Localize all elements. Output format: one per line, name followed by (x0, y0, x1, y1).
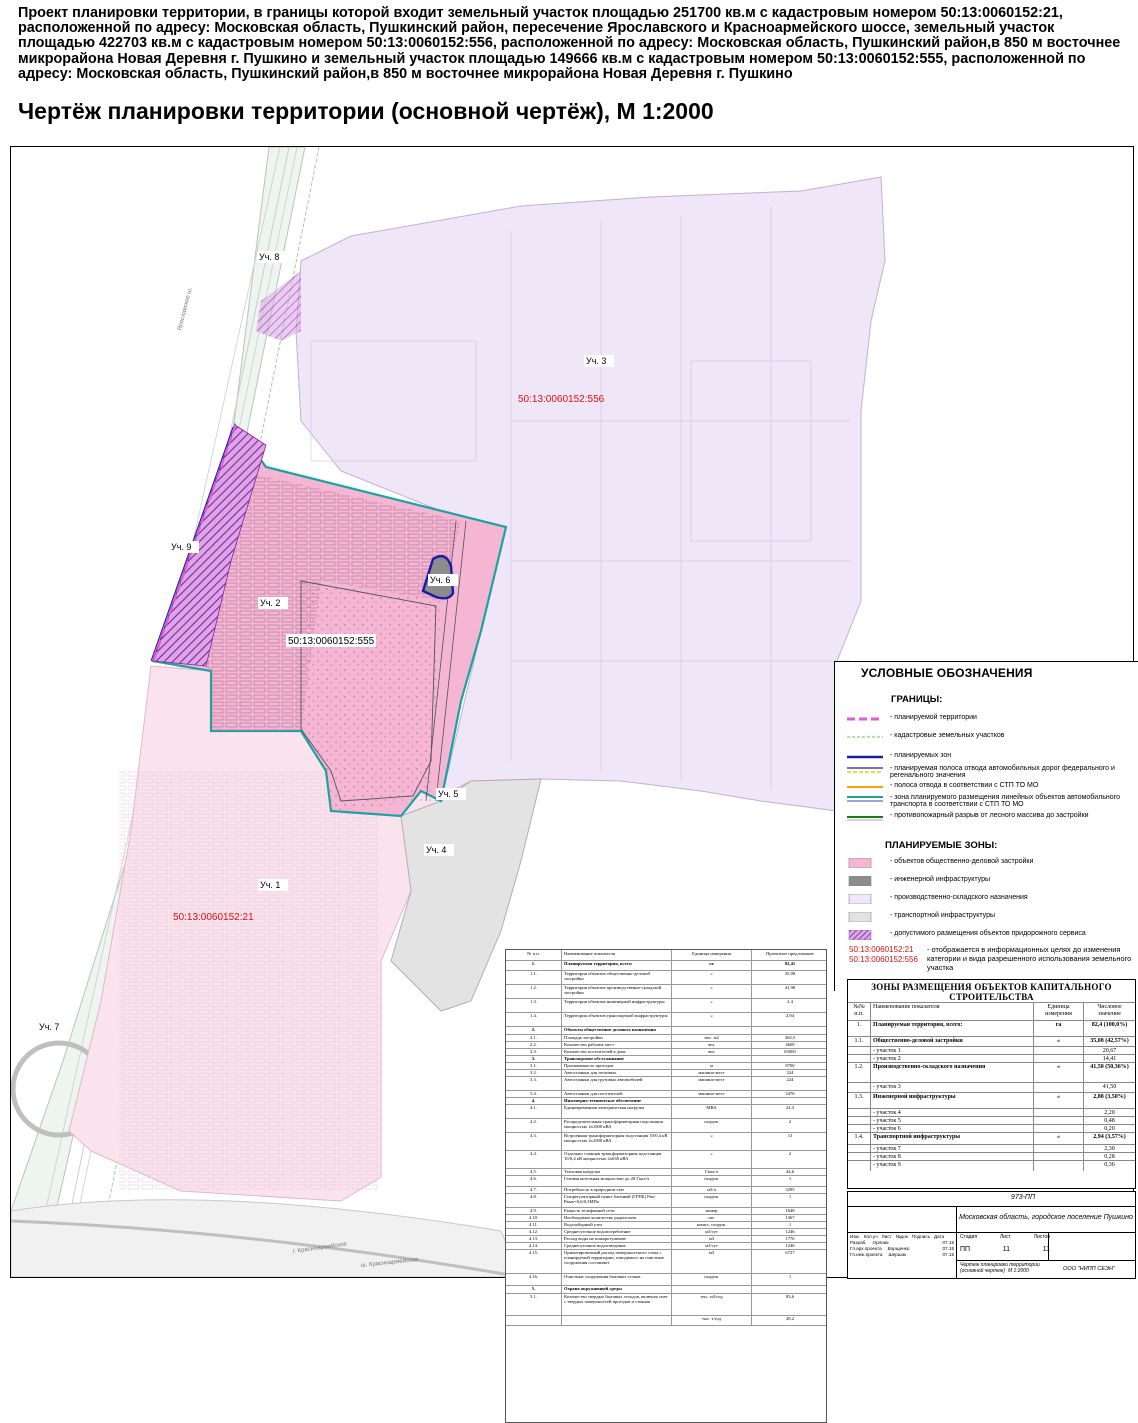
road-label: Ярославское ш. (177, 286, 194, 332)
indicators-cell: Количество рабочих мест (561, 1041, 671, 1048)
stamp-person-role: Гл.инж.проекта (850, 1252, 883, 1257)
indicators-cell: 5.1. (530, 1294, 537, 1299)
indicators-cell: « (671, 984, 751, 998)
legend-swatch (845, 930, 885, 940)
zones-row (848, 1020, 1135, 1037)
stamp-code: 973-ПП (1010, 1194, 1036, 1201)
plot-label: Уч. 1 (260, 880, 281, 890)
indicators-cell: Количество твердых бытовых отходов, включая смет с твердых поверхностей проездов и стоянок (561, 1293, 671, 1315)
indicators-cell: Газовая котельная мощностью до 28 Гкал/ч (561, 1175, 671, 1186)
legend-line-symbol (845, 782, 885, 792)
indicators-cell: Отдельно стоящая трансформаторная подстанция 10/0,4 кВ мощностью 2х630 кВА (561, 1150, 671, 1168)
indicators-row (506, 1104, 826, 1119)
indicators-cell: 5476 (751, 1090, 828, 1097)
legend-boundary-label: - планируемая полоса отвода автомобильных дорог федерального и регенального значения (890, 765, 1115, 780)
indicators-row (506, 970, 826, 985)
stamp-person-row (850, 1246, 954, 1251)
indicators-cell: Ориентировочный расход поверхностного стока с планируемой территории, отводимого на очистные сооружения составляет (561, 1249, 671, 1273)
indicators-cell: номер (671, 1207, 751, 1214)
zones-cell: - участок 5 (870, 1117, 1033, 1125)
zones-cell: Числовое значение (1083, 1003, 1135, 1021)
zones-cell: - участок 8 (870, 1153, 1033, 1161)
indicators-cell: 4. (531, 1098, 536, 1103)
indicators-cell: 4.1. (530, 1105, 537, 1110)
zones-cell: 2,20 (1083, 1109, 1135, 1117)
indicators-cell (671, 1097, 751, 1104)
stamp-person-name: Шершак (888, 1252, 907, 1257)
zones-cell: 35,08 (42,57%) (1083, 1037, 1135, 1047)
indicators-row (506, 1012, 826, 1027)
stamp-col-value: 11 (1042, 1246, 1050, 1253)
indicators-cell: 4.12. (528, 1229, 539, 1234)
zones-cell: 1. (856, 1022, 862, 1028)
legend-zone-label: - инженерной инфраструктуры (890, 876, 991, 883)
zones-cell: 1.4. (854, 1134, 864, 1140)
zones-row (848, 1062, 1135, 1083)
zones-cell: №№ п.п. (853, 1004, 865, 1017)
road-label: ш. Красноармейское (360, 1256, 419, 1269)
indicators-cell: 2. (531, 1027, 536, 1032)
indicators-cell (751, 1026, 828, 1034)
legend-boundary-label: - кадастровые земельных участков (890, 732, 1005, 739)
indicators-cell: 13 (751, 1132, 828, 1150)
zones-cell: Единица измерения (1033, 1003, 1083, 1021)
indicators-cell: Автостоянки для посетителей (561, 1090, 671, 1097)
indicators-cell: м3 (671, 1235, 751, 1242)
indicators-cell: 1 (751, 1175, 828, 1186)
legend-boundary-label: - зона планируемого размещения линейных объектов автомобильного транспорта в соответствии с СТП ТО МО (890, 794, 1120, 809)
zones-cell: 0,20 (1083, 1125, 1135, 1133)
indicators-cell: Наименование показателя (561, 950, 671, 960)
legend-swatch (845, 858, 885, 868)
stamp-scale: М 1:2000 (1008, 1268, 1029, 1274)
indicators-cell: 4.6. (530, 1176, 537, 1181)
indicators-cell: 3. (531, 1056, 536, 1061)
indicators-cell: га (671, 960, 751, 970)
zones-cell: Планируемая территория, всего: (870, 1021, 1033, 1037)
indicators-cell: 3.1. (530, 1063, 537, 1068)
indicators-cell: 2,4 (751, 998, 828, 1012)
legend-swatch (845, 912, 885, 922)
indicators-cell: Территория объектов общественно-деловой застройки (561, 970, 671, 984)
legend-zone-label: - объектов общественно-деловой застройки (890, 858, 1034, 865)
indicators-cell: 4.11. (528, 1222, 539, 1227)
indicators-cell (671, 1055, 751, 1062)
indicators-cell (751, 1055, 828, 1062)
indicators-cell: 4.16. (528, 1274, 539, 1279)
indicators-cell: « (671, 1012, 751, 1026)
indicators-row (506, 984, 826, 999)
stamp-role: Лист (881, 1234, 892, 1239)
indicators-cell: 1 (751, 1273, 828, 1285)
indicators-cell: м3/ч (671, 1186, 751, 1193)
indicators-cell: 4.13. (528, 1236, 539, 1241)
indicators-row (506, 1193, 826, 1208)
zones-cell: 1.2. (854, 1064, 864, 1070)
indicators-cell: Объекты общественно-делового назначения (561, 1026, 671, 1034)
zones-cell: - участок 6 (870, 1125, 1033, 1133)
indicators-cell: м3/сут (671, 1242, 751, 1249)
indicators-cell: Расход воды на пожаротушение (561, 1235, 671, 1242)
indicators-cell: Необходимое количество радиоточек (561, 1214, 671, 1221)
zones-cell: Транспортной инфраструктуры (870, 1133, 1033, 1145)
stamp-roles-row (850, 1234, 954, 1239)
plot-label: Уч. 2 (260, 598, 281, 608)
indicators-cell: 4.9. (530, 1208, 537, 1213)
indicators-cell: м3/сут (671, 1228, 751, 1235)
plot-label: Уч. 9 (171, 542, 192, 552)
indicators-cell: 83,6 (751, 1293, 828, 1315)
zones-cell: 2,88 (3,50%) (1083, 1093, 1135, 1109)
indicators-cell: Планируемая территория, всего: (561, 960, 671, 970)
indicators-cell: тыс. м3/год (671, 1293, 751, 1315)
legend-zone-label: - транспортной инфраструктуры (890, 912, 995, 919)
indicators-cell: м (671, 1062, 751, 1069)
indicators-cell: 1648 (751, 1207, 828, 1214)
indicators-row (506, 1249, 826, 1274)
indicators-row (506, 1293, 826, 1316)
legend-swatch (845, 876, 885, 886)
legend-zones-title: ПЛАНИРУЕМЫЕ ЗОНЫ: (885, 840, 998, 851)
indicators-cell (561, 1315, 671, 1325)
indicators-cell: 1776 (751, 1235, 828, 1242)
indicators-cell: 4.3. (530, 1133, 537, 1138)
indicators-cell: 1. (531, 961, 536, 966)
stamp-col-header: Лист (999, 1234, 1011, 1240)
plot-label: Уч. 5 (438, 789, 459, 799)
zones-cell: 20,67 (1083, 1047, 1135, 1055)
zones-cell: « (1033, 1063, 1083, 1083)
indicators-cell: Инженерно-техническое обеспечение (561, 1097, 671, 1104)
indicators-cell: 2.3. (530, 1049, 537, 1054)
zones-cell (1033, 1161, 1083, 1171)
zones-row (848, 1160, 1135, 1171)
legend-zone-label: - производственно-складского назначения (890, 894, 1028, 901)
indicators-cell: 304,5 (751, 1034, 828, 1041)
legend-boundaries-title: ГРАНИЦЫ: (891, 694, 943, 705)
indicators-cell: 65000 (751, 1048, 828, 1055)
cadastral-number-label: 50:13:0060152:555 (288, 636, 375, 647)
indicators-cell: 5. (531, 1286, 536, 1291)
zones-cell: - участок 7 (870, 1145, 1033, 1153)
indicators-cell: 4600 (751, 1041, 828, 1048)
stamp-role: Кол.уч (863, 1234, 878, 1239)
indicators-cell: Гкал/ч (671, 1168, 751, 1175)
map-frame (10, 146, 1134, 1321)
legend-boundary-label: - планируемой территории (890, 714, 977, 721)
stamp-person-name: Борщенко (887, 1246, 910, 1251)
zones-cell: 14,41 (1083, 1055, 1135, 1063)
legend-line-symbol (845, 794, 885, 804)
indicators-cell: Потребность в природном газе (561, 1186, 671, 1193)
legend-zone-label: - допустимого размещения объектов придорожного сервиса (890, 930, 1086, 937)
legend-panel (834, 661, 1138, 991)
indicators-cell: « (671, 970, 751, 984)
zones-cell: - участок 1 (870, 1047, 1033, 1055)
title-block (847, 1191, 1136, 1279)
indicators-cell: м3 (671, 1249, 751, 1273)
zones-cell: Наименование показателя (870, 1003, 1033, 1021)
zones-cell: - участок 9 (870, 1161, 1033, 1171)
zones-header-row (848, 1002, 1135, 1021)
indicators-row (506, 1132, 826, 1151)
stamp-person-row (850, 1240, 954, 1245)
zones-cell: 2,94 (3,57%) (1083, 1133, 1135, 1145)
indicators-cell: 24,3 (751, 1104, 828, 1118)
road-label: г. Красноармейское (292, 1241, 348, 1255)
stamp-date: 07.15 (942, 1252, 954, 1257)
indicators-cell (751, 1285, 828, 1293)
stamp-col-header: Листов (1033, 1234, 1050, 1240)
indicators-cell: 6727 (751, 1249, 828, 1273)
indicators-row (506, 1076, 826, 1091)
indicators-cell: Тепловая нагрузка (561, 1168, 671, 1175)
indicators-cell: 1.4. (530, 1013, 537, 1018)
indicators-cell: Водозаборный узел (561, 1221, 671, 1228)
indicators-cell (671, 1026, 751, 1034)
indicators-cell: 4.7. (530, 1187, 537, 1192)
indicators-cell: 1367 (751, 1214, 828, 1221)
indicators-cell: Емкость телефонной сети (561, 1207, 671, 1214)
indicators-cell: Автостоянки для легковых (561, 1069, 671, 1076)
indicators-cell: 2.2. (530, 1042, 537, 1047)
indicators-cell: 3.4. (530, 1091, 537, 1096)
legend-line-symbol (845, 765, 885, 775)
indicators-cell: « (671, 998, 751, 1012)
project-description: Проект планировки территории, в границы которой входит земельный участок площадью 251700 кв.м с кадастровым номером 50:13:0060152:21, расположенной по адресу: Московская область, Пушкинский район, пересечение Ярославского и Красноармейского шоссе, земельный участок площадью 422703 кв.м с кадастровым номером 50:13:0060152:556, расположенной по адресу: Московская область, Пушкинский район,в 850 м восточнее микрорайона Новая Деревня г. Пушкино и земельный участок площадью 149666 кв.м с кадастровым номером 50:13:0060152:555, расположенной по адресу: Московская область, Пушкинский район,в 850 м восточнее микрорайона Новая Деревня г. Пушкино (18, 5, 1121, 82)
indicators-cell: 28,2 (751, 1315, 828, 1325)
zones-cell (848, 1161, 870, 1171)
stamp-role: Изм. (850, 1234, 860, 1239)
indicators-cell: чел. (671, 1041, 751, 1048)
indicators-cell (506, 1315, 561, 1325)
zones-cell: 41,50 (1083, 1083, 1135, 1093)
indicators-cell: 4.2. (530, 1119, 537, 1124)
legend-cad-example-2: 50:13:0060152:556 (849, 955, 918, 964)
stamp-col-value: ПП (960, 1246, 971, 1253)
zones-cell: 0,28 (1083, 1153, 1135, 1161)
indicators-cell: компл. сооруж. (671, 1221, 751, 1228)
indicators-cell: 4.4. (530, 1151, 537, 1156)
stamp-col-value: 11 (1002, 1246, 1011, 1253)
legend-boundary-label: - планируемых зон (890, 752, 952, 759)
stamp-sheet-name: Чертеж планировки территории (основной чертеж) (960, 1262, 1040, 1274)
indicators-cell: Территория объектов производственно-складской застройки (561, 984, 671, 998)
stamp-org: ООО "НИПП СЕЭН" (1063, 1266, 1115, 1272)
indicators-cell: 1.3. (530, 999, 537, 1004)
indicators-cell: Единовременная электрическая нагрузка (561, 1104, 671, 1118)
indicators-cell: 3.2. (530, 1070, 537, 1075)
indicators-cell: 41,98 (751, 984, 828, 998)
indicators-cell: 4.8. (530, 1194, 537, 1199)
indicators-cell: Встроенная трансформаторная подстанция 10/0,4 кВ мощностью 2х1000 кВА (561, 1132, 671, 1150)
cadastral-number-label: 50:13:0060152:556 (518, 394, 605, 405)
indicators-cell: № п.п. (527, 951, 540, 956)
indicators-cell: Охрана окружающей среды (561, 1285, 671, 1293)
drawing-title: Чертёж планировки территории (основной чертёж), М 1:2000 (18, 98, 714, 124)
legend-title: УСЛОВНЫЕ ОБОЗНАЧЕНИЯ (861, 666, 1033, 680)
indicators-cell: Транспортное обслуживание (561, 1055, 671, 1062)
cadastral-number-label: 50:13:0060152:21 (173, 912, 254, 923)
stamp-person-role: Разраб. (850, 1240, 867, 1245)
indicators-cell: машино-мест (671, 1076, 751, 1090)
plot-label: Уч. 8 (259, 252, 280, 262)
indicators-cell: сооруж. (671, 1175, 751, 1186)
stamp-col-values (960, 1246, 1050, 1253)
indicators-cell: Площадь застройки (561, 1034, 671, 1041)
legend-line-symbol (845, 714, 885, 724)
zones-cell: 0,48 (1083, 1117, 1135, 1125)
zones-cell: га (1033, 1021, 1083, 1037)
indicators-cell: 324 (751, 1069, 828, 1076)
stamp-date: 07.15 (942, 1246, 954, 1251)
plot-label: Уч. 6 (430, 575, 451, 585)
stamp-role: Дата (933, 1234, 945, 1239)
zones-table-title: ЗОНЫ РАЗМЕЩЕНИЯ ОБЪЕКТОВ КАПИТАЛЬНОГО СТРОИТЕЛЬСТВА (871, 982, 1112, 1002)
zones-cell: 41,50 (50,36%) (1083, 1063, 1135, 1083)
indicators-cell: Автостоянки для грузовых автомобилей (561, 1076, 671, 1090)
indicators-cell: Количество посетителей в день (561, 1048, 671, 1055)
indicators-cell: 35,08 (751, 970, 828, 984)
indicators-cell: сооруж. (671, 1118, 751, 1132)
zones-cell: « (1033, 1133, 1083, 1145)
stamp-date: 07.15 (942, 1240, 954, 1245)
stamp-col-headers (960, 1234, 1050, 1240)
indicators-table (505, 949, 827, 1423)
stamp-role: Подпись (911, 1234, 930, 1239)
legend-swatch (845, 894, 885, 904)
indicators-cell: 2,94 (751, 1012, 828, 1026)
indicators-cell: Территория объектов инженерной инфраструктуры (561, 998, 671, 1012)
zones-cell: - участок 3 (870, 1083, 1033, 1093)
zones-cell: - участок 2 (870, 1055, 1033, 1063)
indicators-cell: 82,41 (751, 960, 828, 970)
indicators-cell: 44,6 (751, 1168, 828, 1175)
indicators-cell: 8700 (751, 1062, 828, 1069)
legend-line-symbol (845, 812, 885, 822)
zones-cell: 1.3. (854, 1094, 864, 1100)
indicators-cell: Протяженность проездов (561, 1062, 671, 1069)
stamp-place: Московская область, городское поселение Пушкино (959, 1214, 1133, 1221)
indicators-cell: 2 (751, 1150, 828, 1168)
legend-boundary-label: - полоса отвода в соответствии с СТП ТО МО (890, 782, 1039, 789)
indicators-cell: сооруж. (671, 1193, 751, 1207)
indicators-cell: 3.3. (530, 1077, 537, 1082)
indicators-cell: Распределительная трансформаторная подстанция мощностью 2х1600 кВА (561, 1118, 671, 1132)
zones-table (847, 979, 1136, 1189)
indicators-cell: 2 (751, 1118, 828, 1132)
stamp-person-name: Орлова (872, 1240, 889, 1245)
indicators-cell: Среднесуточное водопотребление (561, 1228, 671, 1235)
indicators-cell: 1246 (751, 1242, 828, 1249)
zones-cell: 0,36 (1083, 1161, 1135, 1171)
zones-cell: 82,4 (100,0%) (1083, 1021, 1135, 1037)
plot-label: Уч. 4 (426, 845, 447, 855)
zones-cell: Инженерной инфраструктуры (870, 1093, 1033, 1109)
indicators-cell: Территория объектов транспортной инфраструктуры (561, 1012, 671, 1026)
legend-cad-example-1: 50:13:0060152:21 (849, 945, 914, 954)
stamp-role: №док (895, 1234, 908, 1239)
legend-line-symbol (845, 732, 885, 742)
indicators-cell: Газорегуляторный пункт блочный (ГРПБ) Рвх/Рвых=0,6/0,3МПа (561, 1193, 671, 1207)
indicators-cell (671, 1285, 751, 1293)
indicators-cell: « (671, 1150, 751, 1168)
indicators-cell: Проектное предложение (751, 950, 828, 960)
indicators-cell: МВА (671, 1104, 751, 1118)
indicators-cell: чел. (671, 1048, 751, 1055)
indicators-cell: 4.15. (528, 1250, 539, 1255)
indicators-cell: 4.10. (528, 1215, 539, 1220)
indicators-cell: 224 (751, 1076, 828, 1090)
stamp-person-role: Гл.арх.проекта (850, 1246, 882, 1251)
zones-row (848, 1092, 1135, 1109)
indicators-cell: тыс. т/год (671, 1315, 751, 1325)
indicators-cell: тыс. м2 (671, 1034, 751, 1041)
indicators-cell: Единица измерения (671, 950, 751, 960)
indicators-cell: 3295 (751, 1186, 828, 1193)
indicators-cell: 4.5. (530, 1169, 537, 1174)
plot-label: Уч. 3 (586, 356, 607, 366)
indicators-cell: Очистные сооружения бытовых стоков (561, 1273, 671, 1285)
indicators-row (506, 998, 826, 1013)
indicators-cell (751, 1097, 828, 1104)
indicators-cell: 1.1. (530, 971, 537, 976)
indicators-cell: 1246 (751, 1228, 828, 1235)
indicators-cell: сооруж. (671, 1273, 751, 1285)
zones-cell: Общественно-деловой застройки (870, 1037, 1033, 1047)
indicators-cell: Среднесуточное водоотведение (561, 1242, 671, 1249)
legend-boundary-label: - противопожарный разрыв от лесного массива до застройки (890, 812, 1089, 819)
indicators-row (506, 1118, 826, 1133)
plot-label: Уч. 7 (39, 1022, 60, 1032)
indicators-cell: 1 (751, 1221, 828, 1228)
zones-cell: - участок 4 (870, 1109, 1033, 1117)
legend-line-symbol (845, 752, 885, 762)
indicators-cell: машино-мест (671, 1069, 751, 1076)
zones-cell: Производственно-складского назначения (870, 1063, 1033, 1083)
indicators-row (506, 1315, 826, 1326)
stamp-col-header: Стадия (960, 1234, 978, 1240)
zones-cell: « (1033, 1037, 1083, 1047)
zones-cell: 1.1. (854, 1038, 864, 1044)
indicators-cell: 1 (751, 1193, 828, 1207)
zones-cell: 2,30 (1083, 1145, 1135, 1153)
legend-cad-note: - отображается в информационных целях до изменения категории и вида разрешенного использования земельного участка (927, 945, 1132, 972)
indicators-cell: машино-мест (671, 1090, 751, 1097)
indicators-cell: 1.2. (530, 985, 537, 990)
indicators-cell: шт. (671, 1214, 751, 1221)
indicators-row (506, 1150, 826, 1169)
indicators-cell: « (671, 1132, 751, 1150)
stamp-person-row (850, 1252, 954, 1257)
zones-cell: « (1033, 1093, 1083, 1109)
indicators-cell: 4.14. (528, 1243, 539, 1248)
indicators-cell: 2.1. (530, 1035, 537, 1040)
